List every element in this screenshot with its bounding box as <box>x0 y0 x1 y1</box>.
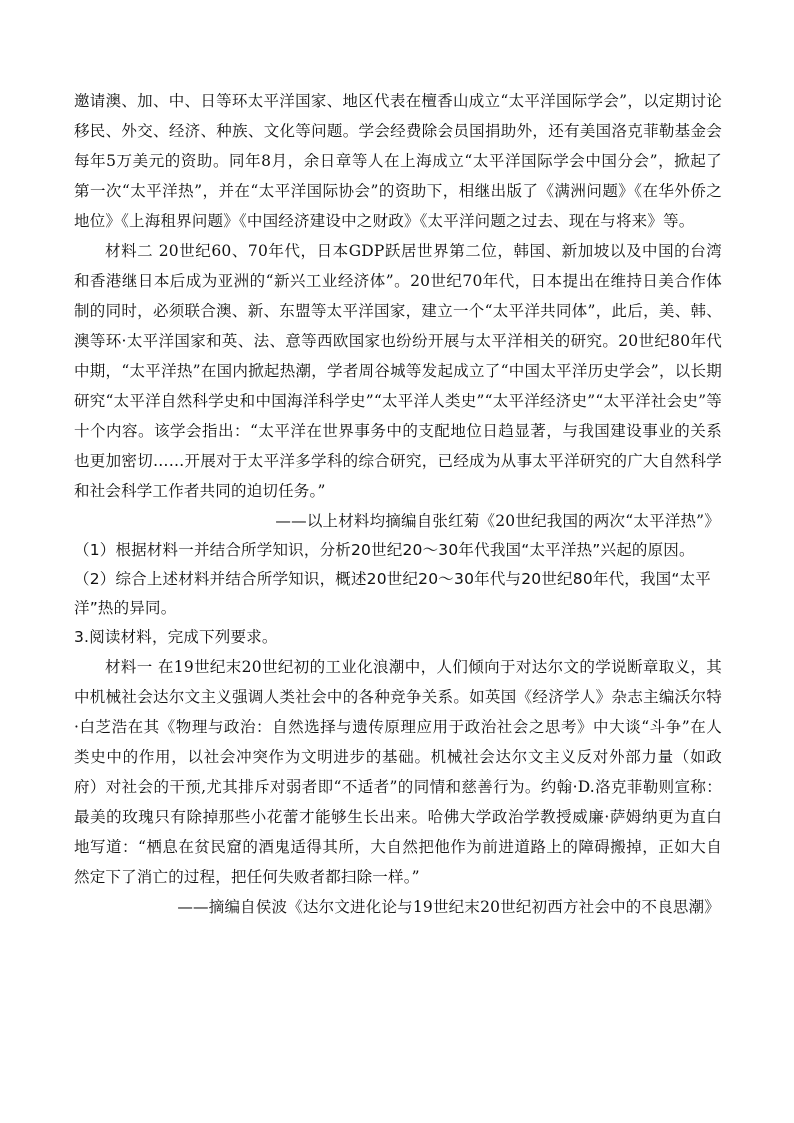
material-source-citation-1: ——以上材料均摘编自张红菊《20世纪我国的两次“太平洋热”》 <box>275 512 720 530</box>
material-2-paragraph: 材料二 20世纪60、70年代，日本GDP跃居世界第二位，韩国、新加坡以及中国的台湾和香港继日本后成为亚洲的“新兴工业经济体”。20世纪70年代，日本提出在维持日美合作体制的同时，必须联合澳、新、东盟等太平洋国家，建立一个“太平洋共同体”，此后，美、韩、澳等环·太平洋国家和英、法、意等西欧国家也纷纷开展与太平洋相关的研究。20世纪80年代中期，“太平洋热”在国内掀起热潮，学者周谷城等发起成立了“中国太平洋历史学会”，以长期研究“太平洋自然科学史和中国海洋科学史”“太平洋人类史”“太平洋经济史”“太平洋社会史”等十个内容。该学会指出：“太平洋在世界事务中的支配地位日趋显著，与我国建设事业的关系也更加密切……开展对于太平洋多学科的综合研究，已经成为从事太平洋研究的广大自然科学和社会科学工作者共同的迫切任务。” <box>74 242 722 500</box>
material-source-citation-2: ——摘编自侯波《达尔文进化论与19世纪末20世纪初西方社会中的不良思潮》 <box>177 898 720 916</box>
document-page <box>74 86 722 922</box>
material-1-continuation: 邀请澳、加、中、日等环太平洋国家、地区代表在檀香山成立“太平洋国际学会”，以定期讨论移民、外交、经济、种族、文化等问题。学会经费除会员国捐助外，还有美国洛克菲勒基金会每年5万美元的资助。同年8月，余日章等人在上海成立“太平洋国际学会中国分会”，掀起了第一次“太平洋热”，并在“太平洋国际协会”的资助下，相继出版了《满洲问题》《在华外侨之地位》《上海租界问题》《中国经济建设中之财政》《太平洋问题之过去、现在与将来》等。 <box>74 92 722 230</box>
question-3-title: 3.阅读材料，完成下列要求。 <box>74 628 278 646</box>
question-2-1: （1）根据材料一并结合所学知识，分析20世纪20～30年代我国“太平洋热”兴起的原因。 <box>74 541 695 559</box>
question-2-2: （2）综合上述材料并结合所学知识，概述20世纪20～30年代与20世纪80年代，我国“太平洋”热的异同。 <box>74 570 712 617</box>
question-3-material-1: 材料一 在19世纪末20世纪初的工业化浪潮中，人们倾向于对达尔文的学说断章取义，其中机械社会达尔文主义强调人类社会中的各种竞争关系。如英国《经济学人》杂志主编沃尔特·白芝浩在其《物理与政治：自然选择与遗传原理应用于政治社会之思考》中大谈“斗争”在人类史中的作用，以社会冲突作为文明进步的基础。机械社会达尔文主义反对外部力量（如政府）对社会的干预,尤其排斥对弱者即“不适者”的同情和慈善行为。约翰·D.洛克菲勒则宣称：最美的玫瑰只有除掉那些小花蕾才能够生长出来。哈佛大学政治学教授威廉·萨姆纳更为直白地写道：“栖息在贫民窟的酒鬼适得其所，大自然把他作为前进道路上的障碍搬掉，正如大自然定下了消亡的过程，把任何失败者都扫除一样。” <box>74 658 722 886</box>
